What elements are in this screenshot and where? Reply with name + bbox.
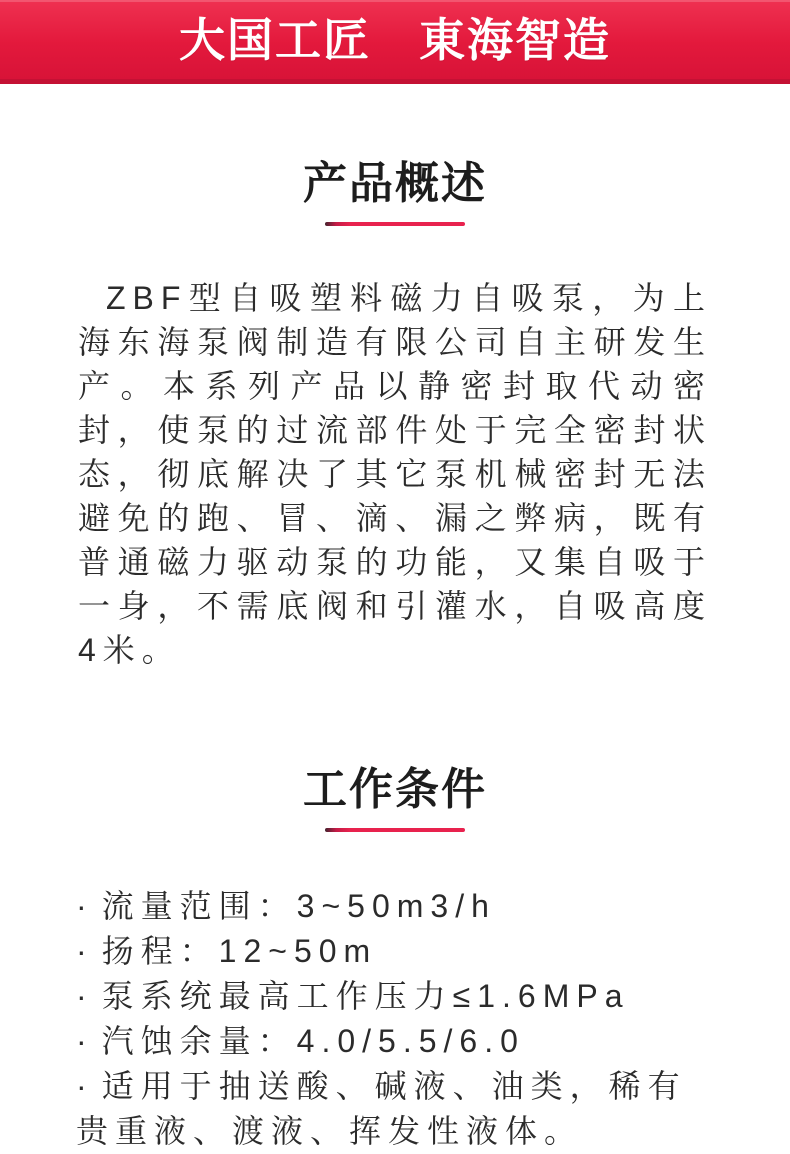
header-banner bbox=[0, 0, 790, 84]
bullet-dot: · bbox=[76, 1068, 94, 1104]
overview-paragraph: ZBF型自吸塑料磁力自吸泵，为上海东海泵阀制造有限公司自主研发生产。本系列产品以静密封取代动密封，使泵的过流部件处于完全密封状态，彻底解决了其它泵机械密封无法避免的跑、冒、滴、漏之弊病，既有普通磁力驱动泵的功能，又集自吸于一身，不需底阀和引灌水，自吸高度4米。 bbox=[78, 280, 712, 668]
title-underline-accent bbox=[325, 222, 465, 226]
section-working-conditions bbox=[0, 766, 790, 1154]
spec-item-label: 汽蚀余量：4.0/5.5/6.0 bbox=[101, 1023, 525, 1059]
spec-item-applications bbox=[76, 1064, 714, 1154]
bullet-dot: · bbox=[76, 978, 94, 1014]
section-product-overview bbox=[0, 84, 790, 672]
section-title-overview: 产品概述 bbox=[303, 159, 487, 208]
bullet-dot: · bbox=[76, 933, 94, 969]
spec-item-label: 泵系统最高工作压力≤1.6MPa bbox=[101, 978, 630, 1014]
title-underline-accent bbox=[325, 828, 465, 832]
spec-item-npsh bbox=[76, 1019, 714, 1064]
banner-title: 大国工匠 東海智造 bbox=[179, 13, 611, 66]
spec-item-flow-range bbox=[76, 884, 714, 929]
bullet-dot: · bbox=[76, 1023, 94, 1059]
spec-item-max-pressure bbox=[76, 974, 714, 1019]
spec-list bbox=[0, 884, 790, 1154]
bullet-dot: · bbox=[76, 888, 94, 924]
spec-item-head bbox=[76, 929, 714, 974]
spec-item-label: 流量范围：3~50m3/h bbox=[101, 888, 496, 924]
section-title-conditions: 工作条件 bbox=[303, 765, 487, 814]
spec-item-label: 扬程：12~50m bbox=[101, 933, 378, 969]
spec-item-label: 适用于抽送酸、碱液、油类，稀有贵重液、渡液、挥发性液体。 bbox=[76, 1068, 687, 1149]
